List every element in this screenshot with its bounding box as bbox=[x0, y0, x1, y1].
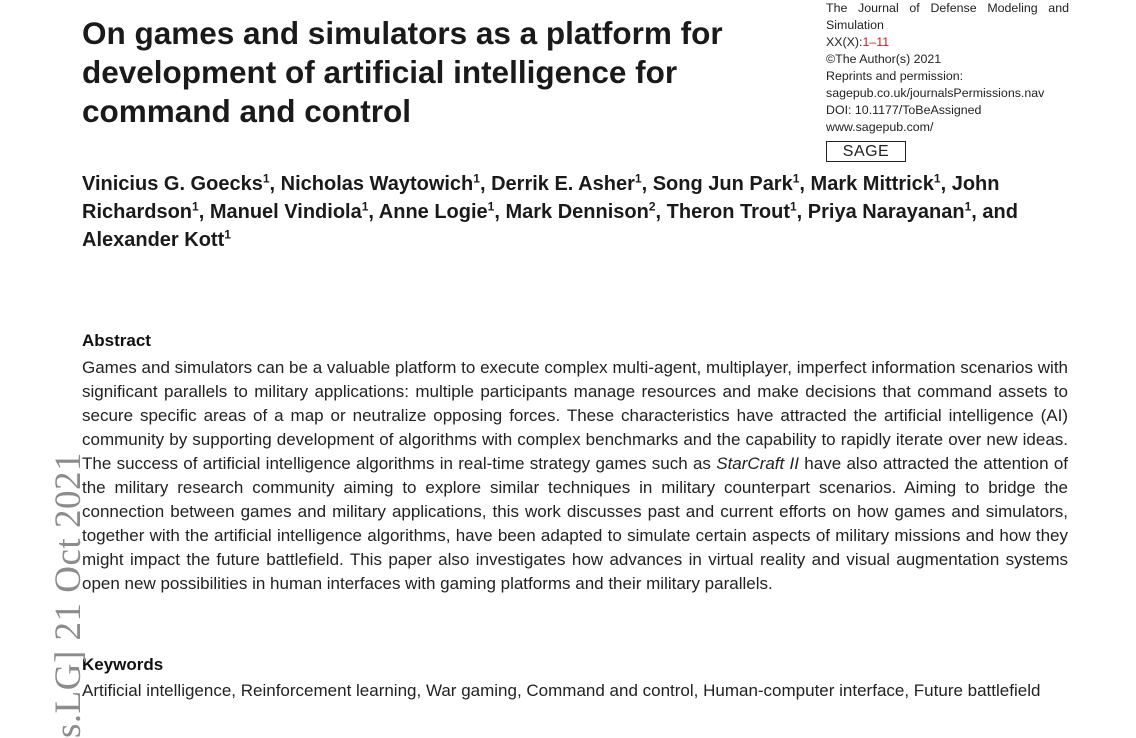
author-name: Priya Narayanan bbox=[807, 201, 965, 223]
arxiv-stamp: s.LG] 21 Oct 2021 bbox=[48, 452, 89, 738]
doi: DOI: 10.1177/ToBeAssigned bbox=[826, 103, 982, 117]
permissions-url: sagepub.co.uk/journalsPermissions.nav bbox=[826, 86, 1045, 100]
reprints-label: Reprints and permission: bbox=[826, 69, 964, 83]
author-affiliation-mark: 1 bbox=[789, 199, 797, 214]
author-affiliation-mark: 1 bbox=[792, 171, 800, 186]
author-name: Vinicius G. Goecks bbox=[82, 173, 263, 195]
author-name: Derrik E. Asher bbox=[491, 173, 635, 195]
issue-prefix: XX(X): bbox=[826, 35, 863, 49]
author-name: Manuel Vindiola bbox=[209, 201, 362, 223]
author-name: John Richardson bbox=[82, 173, 1000, 223]
abstract-italic-term: StarCraft II bbox=[716, 454, 799, 473]
abstract-text-1: Games and simulators can be a valuable platform to execute complex multi-agent, multiplayer, imperfect information scenarios with significant parallels to military applications: multiple participants manage resources and make decisions that command assets to secure specific areas of a map or neutralize opposing forces. These characteristics have attracted the artificial intelligence (AI) community by supporting development of algorithms with complex benchmarks and the capability to rapidly iterate over new ideas. The success of artificial intelligence algorithms in real-time strategy games such as bbox=[82, 358, 1068, 473]
author-affiliation-mark: 2 bbox=[648, 199, 656, 214]
author-name: Nicholas Waytowich bbox=[280, 173, 474, 195]
page-range-link[interactable]: 1–11 bbox=[862, 35, 890, 49]
paper-title: On games and simulators as a platform for development of artificial intelligence for command and control bbox=[82, 15, 723, 129]
abstract-body bbox=[82, 356, 1068, 596]
author-name: Alexander Kott bbox=[82, 229, 225, 251]
keywords-list: Artificial intelligence, Reinforcement learning, War gaming, Command and control, Human-computer interface, Future battlefield bbox=[82, 681, 1041, 700]
author-name: Theron Trout bbox=[666, 201, 790, 223]
author-affiliation-mark: 1 bbox=[262, 171, 270, 186]
author-affiliation-mark: 1 bbox=[634, 171, 642, 186]
journal-info bbox=[826, 0, 1069, 162]
author-list: Vinicius G. Goecks$^1$, Nicholas Waytowich$^1$, Derrik E. Asher$^1$, Song Jun Park$^1$, Mark Mittrick$^1$, John Richardson$^1$, Manuel Vindiola$^1$, Anne Logie$^1$, Mark Dennison$^2$, Theron Trout$^1$, Priya Narayanan$^1$, and Alexander Kott$^1$ bbox=[82, 171, 1018, 251]
sage-logo: SAGE bbox=[826, 141, 906, 162]
author-affiliation-mark: 1 bbox=[487, 199, 495, 214]
abstract-text-2: have also attracted the attention of the military research community aiming to explore similar techniques in military counterpart scenarios. Aiming to bridge the connection between games and military applications, this work discusses past and current efforts on how games and simulators, together with the artificial intelligence algorithms, have been adapted to simulate certain aspects of military missions and how they might impact the future battlefield. This paper also investigates how advances in virtual reality and visual augmentation systems open new possibilities in human interfaces with gaming platforms and their military parallels. bbox=[82, 454, 1068, 593]
journal-name-line2: Simulation bbox=[826, 18, 884, 32]
author-affiliation-mark: 1 bbox=[473, 171, 480, 186]
journal-name-line1: The Journal of Defense Modeling and bbox=[826, 1, 1069, 15]
author-affiliation-mark: 1 bbox=[192, 199, 199, 214]
author-affiliation-mark: 1 bbox=[964, 199, 972, 214]
author-name: Anne Logie bbox=[378, 201, 488, 223]
author-name: Mark Mittrick bbox=[810, 173, 934, 195]
author-affiliation-mark: 1 bbox=[933, 171, 941, 186]
author-name: Mark Dennison bbox=[505, 201, 649, 223]
abstract-heading: Abstract bbox=[82, 331, 151, 350]
journal-issue bbox=[826, 34, 1069, 51]
website: www.sagepub.com/ bbox=[826, 120, 934, 134]
author-affiliation-mark: 1 bbox=[224, 227, 231, 242]
keywords-heading: Keywords bbox=[82, 655, 164, 674]
author-affiliation-mark: 1 bbox=[361, 199, 369, 214]
author-name: Song Jun Park bbox=[652, 173, 793, 195]
copyright: ©The Author(s) 2021 bbox=[826, 52, 942, 66]
